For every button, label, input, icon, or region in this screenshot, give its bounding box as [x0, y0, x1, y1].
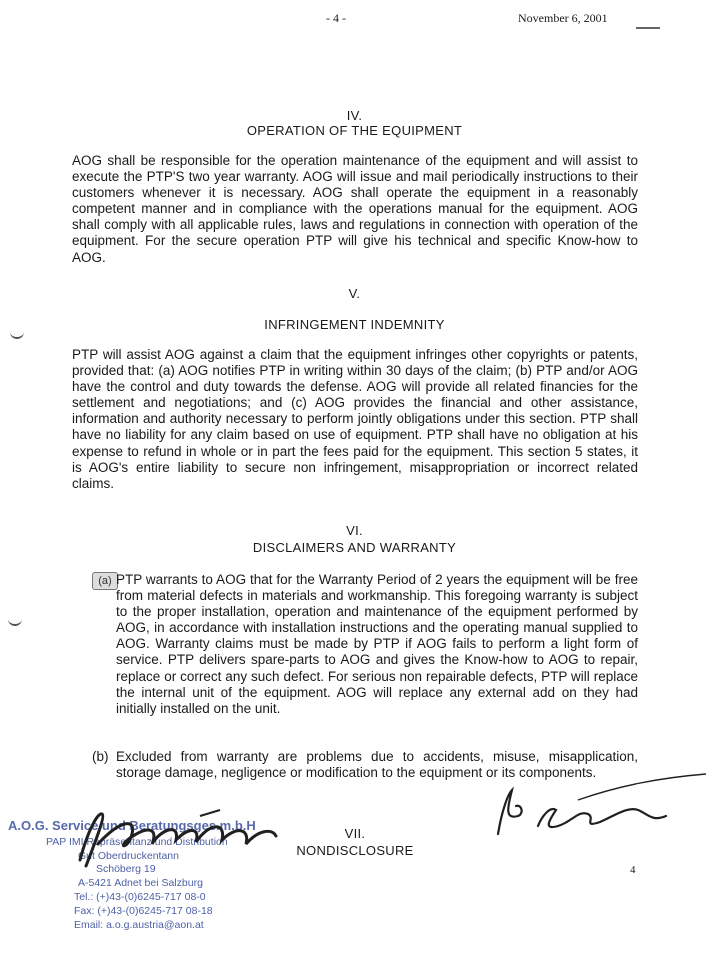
item-a-label: (a): [92, 572, 118, 590]
section-5-numeral: V.: [348, 286, 361, 301]
page-number: 4: [630, 864, 636, 876]
stamp-phone: Tel.: (+)43-(0)6245-717 08-0: [74, 891, 206, 903]
section-6-numeral: VI.: [346, 523, 363, 538]
section-4-body: AOG shall be responsible for the operation maintenance of the equipment and will assist to execute the PTP'S two year warranty. AOG will issue and mail periodically instructions to their customers whenever it is necessary. AOG shall operate the equipment in a reasonably competent manner and in compliance with the operations manual for the equipment. AOG shall comply with all applicable rules, laws and regulations in connection with operation of the equipment. For the secure operation PTP will give his technical and specific Know-how to AOG.: [72, 153, 638, 265]
section-6-title: DISCLAIMERS AND WARRANTY: [252, 540, 457, 555]
section-4-title: OPERATION OF THE EQUIPMENT: [246, 123, 463, 138]
item-b-text: Excluded from warranty are problems due to accidents, misuse, misapplication, storage damage, negligence or modification to the equipment or its components.: [116, 749, 638, 781]
section-5-body: PTP will assist AOG against a claim that the equipment infringes other copyrights or patents, provided that: (a) AOG notifies PTP in writing within 30 days of the claim; (b) PTP and/or AOG have the control and duty towards the defense. AOG will provide all related financies for the settlement and negotiations; and (c) AOG provides the financial and other assistance, information and authority necessary to perform jointly obligations under this section. PTP shall have no liability for any claim based on use of equipment. PTP shall have no obligation at his expense to refund in whole or in part the fees paid for the equipment. This section 5 states, it is AOG's entire liability to secure non infringement, misappropriation or incorrect related claims.: [72, 347, 638, 491]
stamp-line: Gut Oberdruckentann: [78, 850, 179, 862]
document-date: November 6, 2001: [518, 11, 608, 25]
stamp-line: PAP IMI Repräsentanz und Distribution: [46, 836, 228, 848]
stamp-company-name: A.O.G. Service und Beratungsges.m.b.H: [8, 818, 256, 833]
scan-mark: [636, 27, 660, 29]
section-7-title: NONDISCLOSURE: [296, 843, 414, 858]
stamp-line: A-5421 Adnet bei Salzburg: [78, 877, 203, 889]
signature-right: [478, 770, 708, 850]
item-b-label: (b): [92, 749, 109, 764]
item-a-text: PTP warrants to AOG that for the Warranty Period of 2 years the equipment will be free from material defects in materials and workmanship. This foregoing warranty is subject to the proper installation, operation and maintenance of the equipment performed by AOG, in accordance with installation instructions and the operating manual supplied to AOG. Warranty claims must be made by PTP if AOG fails to perform a light form of service. PTP delivers spare-parts to AOG and gives the Know-how to AOG to repair, replace or correct any such defect. For serious non repairable defects, PTP will replace the internal unit of the equipment. AOG will replace any external add on they had initially installed on the unit.: [116, 572, 638, 716]
section-5-title: INFRINGEMENT INDEMNITY: [264, 317, 445, 332]
page-marker: - 4 -: [326, 11, 346, 25]
signature-left: [40, 800, 300, 880]
margin-mark: [8, 617, 22, 626]
section-7-numeral: VII.: [344, 826, 366, 841]
margin-mark: [10, 330, 24, 339]
stamp-line: Schöberg 19: [96, 863, 156, 875]
stamp-fax: Fax: (+)43-(0)6245-717 08-18: [74, 905, 213, 917]
stamp-email: Email: a.o.g.austria@aon.at: [74, 919, 204, 931]
section-4-numeral: IV.: [346, 108, 363, 123]
